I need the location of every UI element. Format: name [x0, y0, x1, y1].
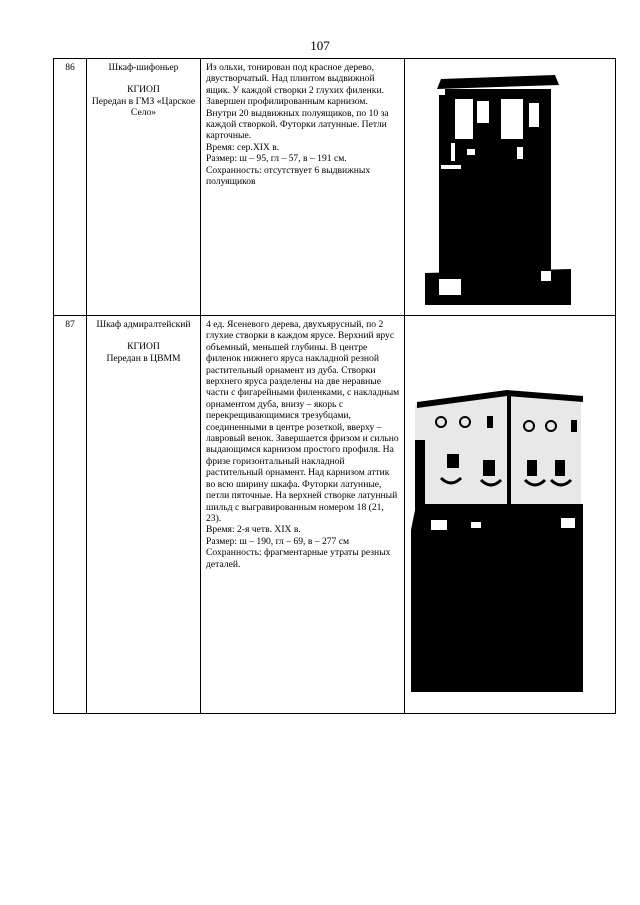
table-row — [54, 59, 616, 316]
table-row — [54, 316, 616, 714]
item-size: Размер: ш – 95, гл – 57, в – 191 см. — [206, 153, 347, 165]
item-condition: Сохранность: отсутствует 6 выдвижных полуящиков — [206, 164, 371, 188]
item-photo-cell — [405, 316, 616, 714]
page-number: 107 — [310, 38, 330, 53]
item-owner: КГИОП — [127, 84, 160, 96]
item-description: Из ольхи, тонирован под красное дерево, двустворчатый. Над плинтом выдвижной ящик. У каждой створки 2 глухих филенки. Завершен профилированным карнизом. Внутри 20 выдвижных полуящиков, по 10 за каждой створкой. Футорки латунные. Петли карточные. — [206, 62, 389, 142]
item-owner: КГИОП — [127, 341, 160, 353]
item-time: Время: 2-я четв. XIX в. — [206, 524, 301, 536]
item-number: 87 — [54, 316, 87, 714]
item-time: Время: сер.XIX в. — [206, 141, 280, 153]
wardrobe-photo — [411, 73, 571, 305]
item-name-cell — [87, 316, 201, 714]
item-description: 4 ед. Ясеневого дерева, двухъярусный, по 2 глухие створки в каждом ярусе. Верхний ярус объемный, меньшей глубины. В центре филенок нижнего яруса накладной резной растительный орнамент из дуба. Створки верхнего яруса разделены на две неравные части с фигарейными филенками, с накладным орнаментом дуба, внизу – якорь с перекрещивающимися трезубцами, соединенными в центре розеткой, вверху – лавровый венок. Завершается фризом и сильно выдающимся карнизом простого профиля. На фризе горизонтальный накладной растительный орнамент. Над карнизом аттик во всю ширину шкафа. Футорки латунные, петли пяточные. На верхней створке латунный шильд с выгравированным номером 18 (21, 23). — [206, 319, 400, 524]
item-condition: Сохранность: фрагментарные утраты резных деталей. — [206, 547, 391, 570]
item-name: Шкаф-шифоньер — [108, 62, 179, 73]
item-description-cell — [201, 316, 405, 714]
item-size: Размер: ш – 190, гл – 69, в – 277 см — [206, 535, 350, 547]
item-transfer: Передан в ГМЗ «Царское Село» — [91, 95, 196, 119]
item-name: Шкаф адмиралтейский — [96, 319, 191, 330]
item-number: 86 — [54, 59, 87, 316]
item-name-cell — [87, 59, 201, 316]
item-description-cell — [201, 59, 405, 316]
item-photo-cell — [405, 59, 616, 316]
item-transfer: Передан в ЦВММ — [106, 352, 181, 364]
admiralty-cabinet-photo — [411, 380, 593, 692]
catalog-table — [53, 58, 616, 714]
